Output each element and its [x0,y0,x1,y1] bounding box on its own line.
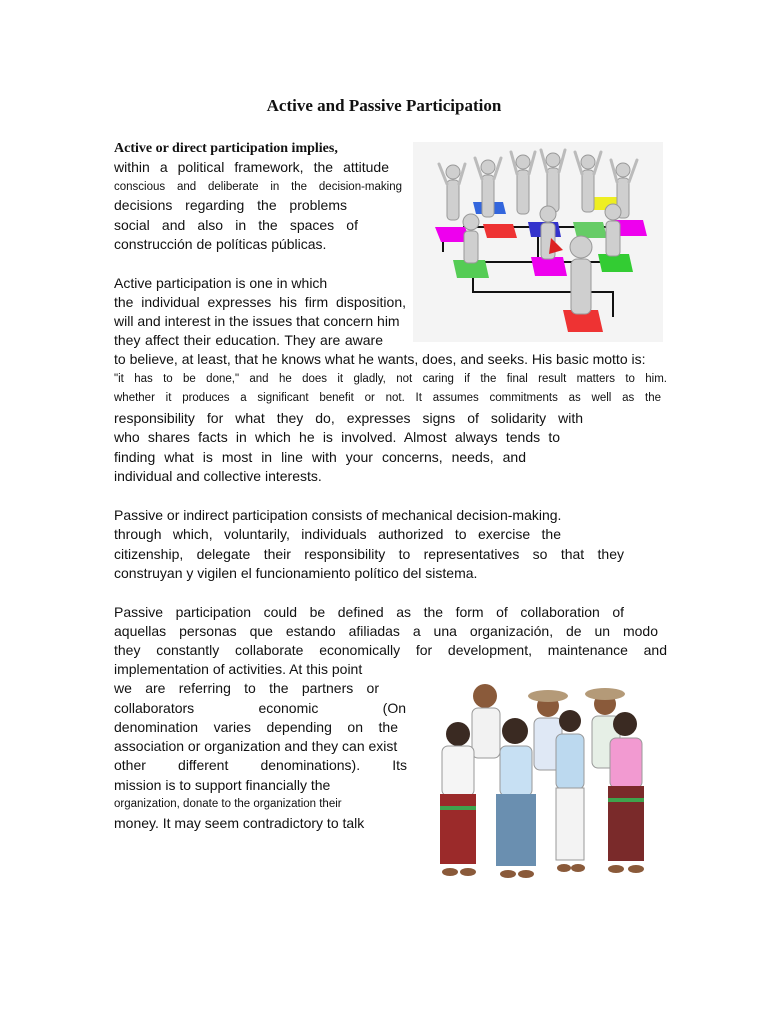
hierarchy-illustration [413,142,663,342]
text-line: construyan y vigilen el funcionamiento político del sistema. [114,565,478,581]
text-line: collaborators economic (On [114,700,406,716]
text-line: individual and collective interests. [114,468,322,484]
text-line: aquellas personas que estando afiliadas a una organización, de un modo [114,623,658,639]
text-line: the individual expresses his firm disposition, [114,294,406,310]
text-line: whether it produces a significant benefit or not. It assumes commitments as well as the [114,392,661,404]
text-line: responsibility for what they do, expresses signs of solidarity with [114,410,583,426]
text-line: who shares facts in which he is involved. Almost always tends to [114,429,560,445]
text-line: implementation of activities. At this point [114,661,363,677]
text-line: Active or direct participation implies, [114,141,338,156]
text-line: decisions regarding the problems [114,197,347,213]
text-line: organization, donate to the organization their [114,798,342,810]
group-people-illustration [430,676,660,886]
text-line: "it has to be done," and he does it gladly, not caring if the final result matters to him. [114,373,667,385]
text-line: construcción de políticas públicas. [114,236,327,252]
text-line: to believe, at least, that he knows what he wants, does, and seeks. His basic motto is: [114,351,646,367]
text-line: social and also in the spaces of [114,217,358,233]
text-line: finding what is most in line with your concerns, needs, and [114,449,526,465]
text-line: mission is to support financially the [114,777,331,793]
text-line: Passive participation could be defined as the form of collaboration of [114,604,624,620]
document-title: Active and Passive Participation [266,96,502,115]
text-line: citizenship, delegate their responsibility to representatives so that they [114,546,624,562]
text-line: within a political framework, the attitude [114,159,389,175]
text-line: they constantly collaborate economically for development, maintenance and [114,642,667,658]
text-line: they affect their education. They are aware [114,332,383,348]
text-line: through which, voluntarily, individuals authorized to exercise the [114,526,561,542]
text-line: conscious and deliberate in the decision-making [114,181,402,193]
text-line: Passive or indirect participation consists of mechanical decision-making. [114,507,562,523]
text-line: money. It may seem contradictory to talk [114,815,365,831]
text-line: other different denominations). Its [114,757,407,773]
text-line: Active participation is one in which [114,275,328,291]
text-line: denomination varies depending on the [114,719,398,735]
text-line: we are referring to the partners or [114,680,379,696]
text-line: association or organization and they can exist [114,738,398,754]
text-line: will and interest in the issues that concern him [114,313,400,329]
